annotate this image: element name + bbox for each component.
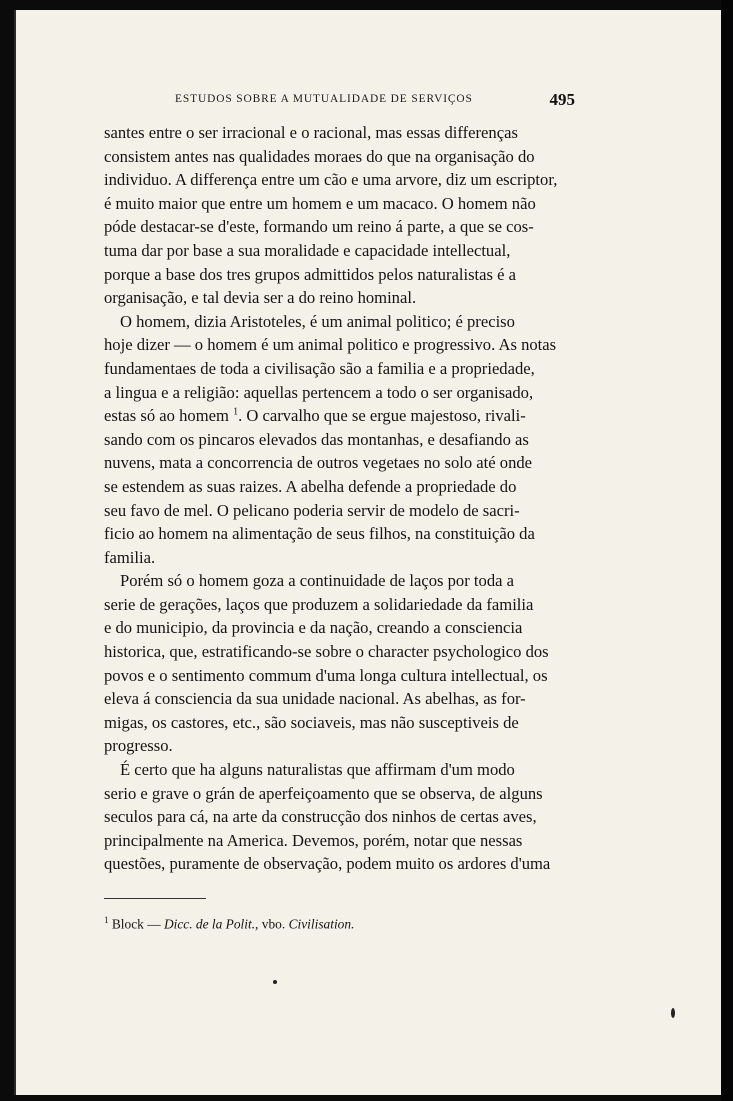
text-line: a lingua e a religião: aquellas pertencem a todo o ser organisado,	[104, 382, 534, 402]
body-text	[104, 121, 568, 876]
text-line: eleva á consciencia da sua unidade nacional. As abelhas, as for-	[104, 689, 526, 709]
text-line: póde destacar-se d'este, formando um reino á parte, a que se cos-	[104, 217, 534, 237]
text-line: serie de gerações, laços que produzem a solidariedade da familia	[104, 594, 534, 614]
footnote-author: Block —	[111, 916, 161, 932]
text-line: questões, puramente de observação, podem muito os ardores d'uma	[104, 854, 551, 874]
footnote-term: Civilisation.	[288, 916, 355, 932]
text-line: sando com os pincaros elevados das montanhas, e desafiando as	[104, 429, 529, 449]
running-title: ESTUDOS SOBRE A MUTUALIDADE DE SERVIÇOS	[175, 93, 473, 105]
text-line: familia.	[104, 547, 156, 567]
text-line: organisação, e tal devia ser a do reino hominal.	[104, 288, 417, 308]
text-line: ficio ao homem na alimentação de seus filhos, na constituição da	[104, 524, 535, 544]
text-line: tuma dar por base a sua moralidade e capacidade intellectual,	[104, 240, 511, 260]
scan-speck	[273, 980, 277, 984]
scan-border	[721, 0, 733, 1101]
text-line: povos e o sentimento commum d'uma longa cultura intellectual, os	[104, 665, 548, 685]
text-line: e do municipio, da provincia e da nação, creando a consciencia	[104, 618, 523, 638]
page-number: 495	[549, 90, 575, 109]
footnote	[104, 915, 354, 932]
scan-speck	[671, 1008, 675, 1018]
text-line: individuo. A differença entre um cão e uma arvore, diz um escriptor,	[104, 170, 558, 190]
paragraph-start: O homem, dizia Aristoteles, é um animal politico; é preciso	[120, 311, 515, 331]
text-line: seculos para cá, na arte da construcção dos ninhos de certas aves,	[104, 807, 537, 827]
text-line: porque a base dos tres grupos admittidos pelos naturalistas é a	[104, 264, 516, 284]
text-line: consistem antes nas qualidades moraes do que na organisação do	[104, 146, 535, 166]
text-line: migas, os castores, etc., são sociaveis, mas não susceptiveis de	[104, 712, 519, 732]
text-line: historica, que, estratificando-se sobre o character psychologico dos	[104, 642, 549, 662]
footnote-work-title: Dicc. de la Polit.,	[163, 916, 259, 932]
paragraph-start: É certo que ha alguns naturalistas que affirmam d'um modo	[120, 760, 515, 780]
text-line: progresso.	[104, 736, 173, 756]
running-header	[175, 90, 575, 114]
text-line: principalmente na America. Devemos, porém, notar que nessas	[104, 830, 523, 850]
text-line: é muito maior que entre um homem e um macaco. O homem não	[104, 193, 536, 213]
text-line: seu favo de mel. O pelicano poderia servir de modelo de sacri-	[104, 500, 520, 520]
text-line: nuvens, mata a concorrencia de outros vegetaes no solo até onde	[104, 453, 533, 473]
footnote-abbrev: vbo.	[261, 916, 286, 932]
text-line: fundamentaes de toda a civilisação são a familia e a propriedade,	[104, 358, 535, 378]
text-line: hoje dizer — o homem é um animal politico e progressivo. As notas	[104, 335, 557, 355]
text-line: santes entre o ser irracional e o racional, mas essas differenças	[104, 123, 518, 142]
paragraph-start: Porém só o homem goza a continuidade de laços por toda a	[120, 571, 514, 591]
text-line: se estendem as suas raizes. A abelha defende a propriedade do	[104, 476, 517, 496]
text-line: serio e grave o grán de aperfeiçoamento que se observa, de alguns	[104, 783, 543, 803]
footnote-marker: 1	[104, 915, 109, 925]
footnote-rule	[104, 898, 206, 899]
footnote-reference: 1	[233, 406, 239, 418]
text-line: estas só ao homem $^1$. O carvalho que se ergue majestoso, rivali-	[104, 406, 526, 426]
